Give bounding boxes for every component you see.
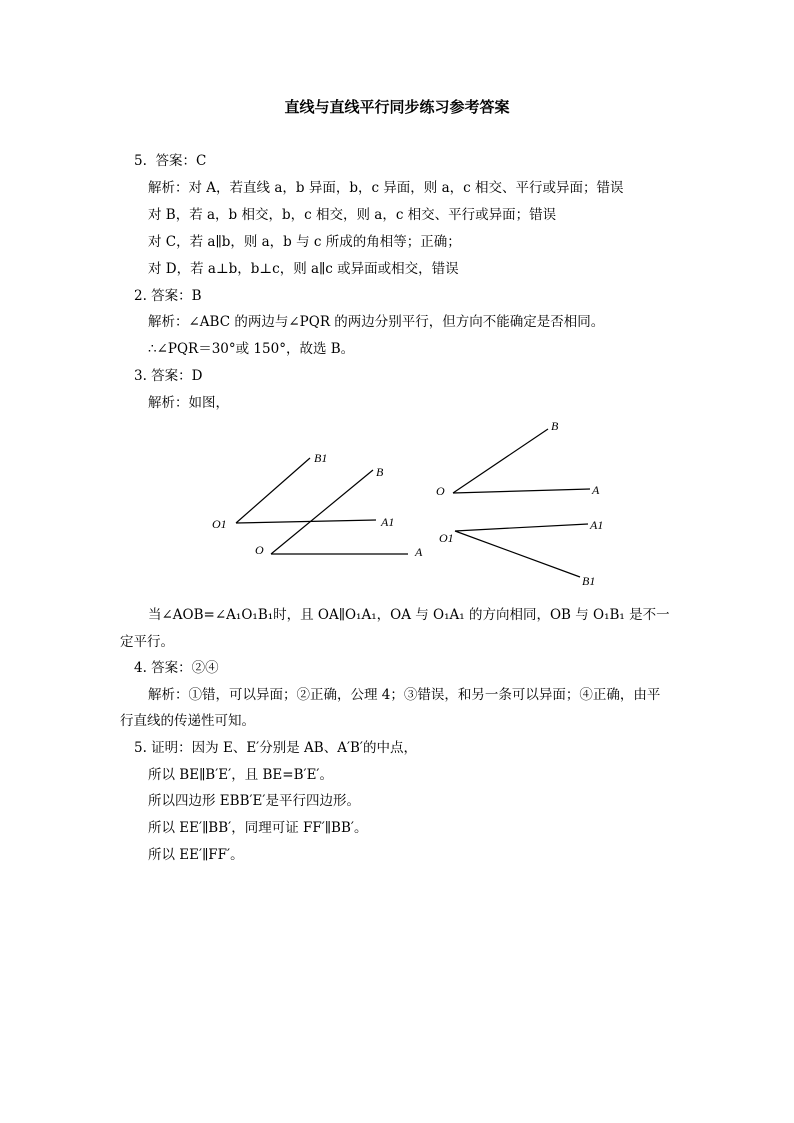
- label-o-left: O: [255, 543, 264, 557]
- q2-answer: 2. 答案：B: [134, 288, 202, 304]
- label-b1-right: B1: [582, 574, 596, 588]
- q5-analysis-d: 对 D，若 a⊥b，b⊥c，则 a∥c 或异面或相交，错误: [148, 261, 459, 277]
- q3-analysis: 解析：如图，: [148, 395, 229, 411]
- ray-o1-a1: [236, 520, 376, 523]
- angle-figure: [0, 410, 794, 610]
- label-b1-left: B1: [314, 451, 328, 465]
- ray-o-b-right: [453, 429, 548, 493]
- proof-line-4: 所以 EE′∥FF′。: [148, 847, 244, 863]
- label-o1-right: O1: [439, 531, 454, 545]
- label-b-right: B: [551, 419, 559, 433]
- label-a1-right: A1: [590, 518, 604, 532]
- page-title: 直线与直线平行同步练习参考答案: [284, 98, 510, 116]
- label-o-right: O: [436, 484, 445, 498]
- ray-o1-a1-right: [455, 524, 588, 531]
- q3-answer: 3. 答案：D: [134, 368, 203, 384]
- q5-analysis-a: 解析：对 A，若直线 a，b 异面，b，c 异面，则 a，c 相交、平行或异面；错误: [148, 180, 624, 196]
- q4-analysis-cont: 行直线的传递性可知。: [120, 713, 255, 729]
- label-a-right: A: [592, 483, 600, 497]
- proof-line-1: 所以 BE∥B′E′，且 BE=B′E′。: [148, 767, 333, 783]
- q5-analysis-c: 对 C，若 a∥b，则 a，b 与 c 所成的角相等；正确；: [148, 234, 461, 250]
- ray-o1-b1-right: [455, 531, 580, 577]
- q5-analysis-b: 对 B，若 a，b 相交，b，c 相交，则 a，c 相交、平行或异面；错误: [148, 207, 557, 223]
- label-b-left: B: [376, 465, 384, 479]
- ray-o1-b1: [236, 458, 310, 523]
- label-a-left: A: [415, 545, 423, 559]
- q2-analysis: 解析：∠ABC 的两边与∠PQR 的两边分别平行，但方向不能确定是否相同。: [148, 314, 605, 330]
- ray-o-b: [271, 470, 373, 554]
- q2-conclusion: ∴∠PQR＝30°或 150°，故选 B。: [148, 341, 355, 357]
- label-a1-left: A1: [381, 515, 395, 529]
- q4-analysis: 解析：①错，可以异面；②正确，公理 4；③错误，和另一条可以异面；④正确，由平: [148, 687, 661, 703]
- q4-answer: 4. 答案：②④: [134, 660, 219, 676]
- ray-o-a-right: [453, 489, 590, 493]
- proof-line-2: 所以四边形 EBB′E′是平行四边形。: [148, 793, 360, 809]
- proof-line-3: 所以 EE′∥BB′，同理可证 FF′∥BB′。: [148, 820, 368, 836]
- label-o1-left: O1: [212, 517, 227, 531]
- q3-conclusion: 当∠AOB=∠A₁O₁B₁时，且 OA∥O₁A₁，OA 与 O₁A₁ 的方向相同，OB 与 O₁B₁ 是不一: [148, 607, 670, 623]
- proof-head: 5. 证明：因为 E、E′分别是 AB、A′B′的中点，: [134, 740, 417, 756]
- q5-answer: 5. 答案：C: [134, 153, 207, 169]
- q3-conclusion-cont: 定平行。: [120, 634, 174, 650]
